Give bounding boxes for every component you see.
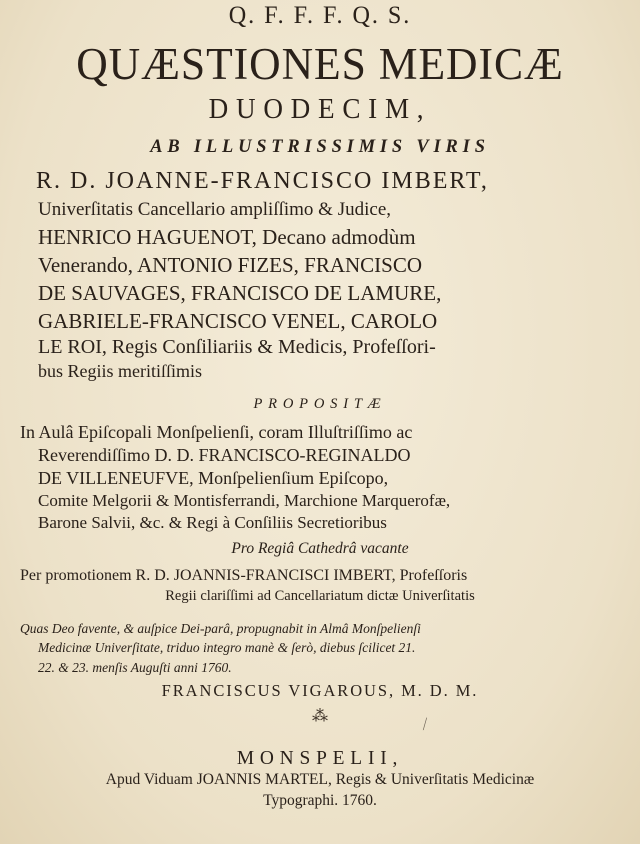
venue-line-3: DE VILLENEUFVE, Monſpelienſium Epiſcopo, [38,468,389,488]
main-title: QUÆSTIONES MEDICÆ [76,39,564,89]
name-line-6: GABRIELE-FRANCISCO VENEL, CAROLO [38,309,438,333]
venue-line-2: Reverendiſſimo D. D. FRANCISCO-REGINALDO [38,445,411,465]
pro-regia: Pro Regiâ Cathedrâ vacante [231,540,409,557]
name-line-3: HENRICO HAGUENOT, Decano admodùm [38,225,416,249]
name-line-2: Univerſitatis Cancellario ampliſſimo & Judice, [38,199,392,220]
promotion-line-2: Regii clariſſimi ad Cancellariatum dictæ Univerſitatis [165,588,475,604]
subtitle: DUODECIM, [208,94,432,125]
pen-mark-icon: ⁄ [421,716,430,733]
promotion-line-1: Per promotionem R. D. JOANNIS-FRANCISCI IMBERT, Profeſſoris [20,567,468,584]
ornament-icon: ⁂ [312,708,328,725]
place: MONSPELII, [236,747,404,769]
quas-line-3: 22. & 23. menſis Auguſti anni 1760. [38,660,232,675]
quas-line-1: Quas Deo favente, & auſpice Dei-parâ, propugnabit in Almâ Monſpelienſi [20,621,421,636]
name-line-5: DE SAUVAGES, FRANCISCO DE LAMURE, [38,281,442,305]
name-line-4: Venerando, ANTONIO FIZES, FRANCISCO [38,253,423,277]
venue-line-1: In Aulâ Epiſcopali Monſpelienſi, coram Illuſtriſſimo ac [20,422,413,442]
printer-line-2: Typographi. 1760. [263,792,377,809]
name-line-1: R. D. JOANNE-FRANCISCO IMBERT, [36,168,489,194]
quas-line-2: Medicinæ Univerſitate, triduo integro manè & ſerò, diebus ſcilicet 21. [38,640,416,655]
venue-line-5: Barone Salvii, &c. & Regi à Conſiliis Secretioribus [38,513,387,532]
header-initials: Q. F. F. F. Q. S. [228,2,412,29]
name-line-7: LE ROI, Regis Conſiliariis & Medicis, Profeſſori- [38,336,436,358]
name-line-8: bus Regiis meritiſſimis [38,361,203,381]
author: FRANCISCUS VIGAROUS, M. D. M. [161,681,479,700]
printer-line-1: Apud Viduam JOANNIS MARTEL, Regis & Univerſitatis Medicinæ [105,771,535,788]
propositae: PROPOSITÆ [253,396,387,412]
ab-line: AB ILLUSTRISSIMIS VIRIS [150,136,490,157]
venue-line-4: Comite Melgorii & Montisferrandi, Marchione Marquerofæ, [38,491,451,510]
